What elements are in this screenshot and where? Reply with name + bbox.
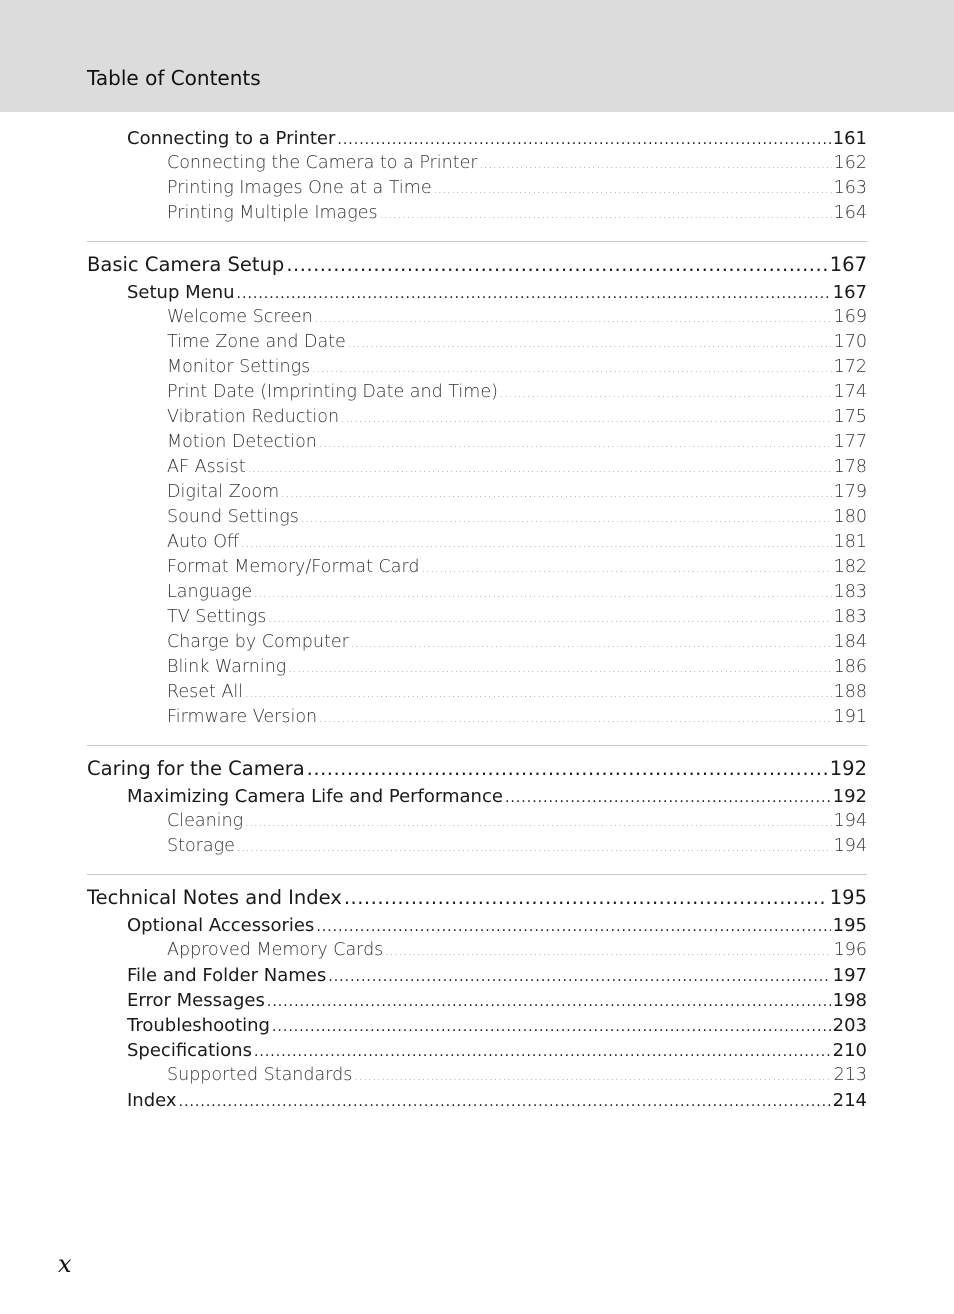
toc-entry-title: AF Assist [167,457,246,477]
dot-leader [281,481,831,506]
dot-leader [272,1015,831,1040]
dot-leader [316,915,830,940]
toc-entry-page: 182 [833,557,867,577]
toc-entry-cleaning[interactable] [87,809,867,834]
header-band [0,0,954,112]
dot-leader [380,202,832,227]
toc-entry-index[interactable] [87,1088,867,1113]
toc-entry-page: 167 [832,282,867,303]
toc-entry-error-messages[interactable] [87,988,867,1013]
toc-entry-page: 174 [833,382,867,402]
toc-entry-page: 170 [833,332,867,352]
dot-leader [241,531,832,556]
toc-entry-title: Technical Notes and Index [87,886,342,909]
toc-entry-title: Approved Memory Cards [167,940,384,960]
dot-leader [237,835,832,860]
toc-entry-print-date-imprinting-date-and-time[interactable] [87,380,867,405]
dot-leader [319,706,831,731]
toc-entry-page: 192 [832,786,867,807]
dot-leader [319,431,832,456]
toc-entry-title: Auto Off [167,532,240,552]
toc-entry-digital-zoom[interactable] [87,480,867,505]
toc-entry-title: Printing Multiple Images [167,203,378,223]
dot-leader [480,152,832,177]
dot-leader [286,250,827,280]
toc-entry-title: Printing Images One at a Time [167,178,432,198]
toc-entry-connecting-the-camera-to-a-printer[interactable] [87,151,867,176]
toc-entry-welcome-screen[interactable] [87,305,867,330]
toc-entry-page: 172 [833,357,867,377]
toc-entry-page: 175 [833,407,867,427]
toc-entry-supported-standards[interactable] [87,1063,867,1088]
section-divider [87,874,867,875]
toc-entry-firmware-version[interactable] [87,705,867,730]
toc-entry-page: 203 [832,1015,867,1036]
toc-entry-title: Specifications [127,1040,252,1061]
toc-entry-optional-accessories[interactable] [87,913,867,938]
toc-entry-page: 195 [832,915,867,936]
toc-entry-approved-memory-cards[interactable] [87,938,867,963]
toc-entry-specifications[interactable] [87,1038,867,1063]
toc-entry-page: 184 [833,632,867,652]
toc-entry-vibration-reduction[interactable] [87,405,867,430]
toc-entry-page: 186 [833,657,867,677]
toc-entry-page: 196 [833,940,867,960]
dot-leader [344,883,828,913]
toc-entry-page: 188 [833,682,867,702]
toc-entry-maximizing-camera-life-and-performance[interactable] [87,784,867,809]
toc-entry-title: Setup Menu [127,282,235,303]
toc-entry-page: 180 [833,507,867,527]
toc-entry-technical-notes-and-index[interactable] [87,883,867,913]
toc-entry-page: 194 [833,811,867,831]
section-divider [87,745,867,746]
dot-leader [268,606,831,631]
toc-entry-title: Format Memory/Format Card [167,557,420,577]
toc-entry-title: Sound Settings [167,507,299,527]
dot-leader [500,381,832,406]
toc-entry-page: 164 [833,203,867,223]
toc-entry-title: Print Date (Imprinting Date and Time) [167,382,498,402]
dot-leader [348,331,832,356]
toc-entry-af-assist[interactable] [87,455,867,480]
toc-entry-page: 198 [832,990,867,1011]
toc-entry-page: 192 [829,757,867,780]
toc-entry-page: 169 [833,307,867,327]
dot-leader [237,282,831,307]
dot-leader [312,356,831,381]
dot-leader [351,631,832,656]
toc-entry-monitor-settings[interactable] [87,355,867,380]
toc-entry-title: Troubleshooting [127,1015,270,1036]
toc-entry-tv-settings[interactable] [87,605,867,630]
toc-entry-page: 179 [833,482,867,502]
toc-entry-sound-settings[interactable] [87,505,867,530]
toc-entry-setup-menu[interactable] [87,280,867,305]
dot-leader [248,456,832,481]
toc-entry-title: Digital Zoom [167,482,280,502]
toc-entry-connecting-to-a-printer[interactable] [87,126,867,151]
page-number: x [58,1250,72,1278]
dot-leader [337,128,830,153]
toc-entry-printing-images-one-at-a-time[interactable] [87,176,867,201]
section-divider [87,241,867,242]
toc-entry-title: Maximizing Camera Life and Performance [127,786,503,807]
toc-entry-title: Blink Warning [167,657,287,677]
toc-entry-title: TV Settings [167,607,267,627]
toc-entry-basic-camera-setup[interactable] [87,250,867,280]
dot-leader [315,306,832,331]
toc-entry-time-zone-and-date[interactable] [87,330,867,355]
toc-entry-page: 195 [829,886,867,909]
toc-entry-page: 210 [832,1040,867,1061]
toc-entry-title: Charge by Computer [167,632,349,652]
dot-leader [421,556,831,581]
toc-entry-auto-off[interactable] [87,530,867,555]
dot-leader [505,786,831,811]
toc-entry-file-and-folder-names[interactable] [87,963,867,988]
toc-entry-caring-for-the-camera[interactable] [87,754,867,784]
toc-entry-page: 178 [833,457,867,477]
toc-entry-title: Error Messages [127,990,265,1011]
toc-entry-troubleshooting[interactable] [87,1013,867,1038]
toc-entry-page: 161 [832,128,867,149]
dot-leader [434,177,832,202]
dot-leader [179,1090,831,1115]
toc-entry-charge-by-computer[interactable] [87,630,867,655]
toc-entry-title: Basic Camera Setup [87,253,285,276]
toc-entry-title: Connecting the Camera to a Printer [167,153,478,173]
toc-entry-title: Index [127,1090,177,1111]
page-title: Table of Contents [87,66,261,90]
toc-entry-title: Welcome Screen [167,307,313,327]
table-of-contents [87,126,867,1113]
toc-entry-page: 183 [833,607,867,627]
toc-entry-title: Connecting to a Printer [127,128,336,149]
toc-entry-page: 183 [833,582,867,602]
toc-entry-title: Reset All [167,682,244,702]
toc-entry-title: Optional Accessories [127,915,315,936]
dot-leader [245,681,831,706]
dot-leader [267,990,831,1015]
toc-entry-title: Firmware Version [167,707,318,727]
dot-leader [341,406,832,431]
toc-entry-title: Motion Detection [167,432,317,452]
toc-entry-language[interactable] [87,580,867,605]
dot-leader [254,581,831,606]
toc-entry-motion-detection[interactable] [87,430,867,455]
toc-entry-format-memory-format-card[interactable] [87,555,867,580]
toc-entry-page: 191 [833,707,867,727]
toc-entry-page: 194 [833,836,867,856]
toc-entry-printing-multiple-images[interactable] [87,201,867,226]
toc-entry-title: File and Folder Names [127,965,327,986]
dot-leader [328,965,830,990]
toc-entry-page: 167 [829,253,867,276]
toc-entry-page: 181 [833,532,867,552]
dot-leader [301,506,832,531]
toc-entry-page: 162 [833,153,867,173]
toc-entry-page: 213 [833,1065,867,1085]
dot-leader [354,1064,831,1089]
toc-entry-title: Monitor Settings [167,357,311,377]
toc-entry-reset-all[interactable] [87,680,867,705]
toc-entry-title: Cleaning [167,811,244,831]
toc-entry-page: 163 [833,178,867,198]
dot-leader [254,1040,831,1065]
dot-leader [288,656,831,681]
dot-leader [307,754,828,784]
toc-entry-storage[interactable] [87,834,867,859]
toc-entry-page: 214 [832,1090,867,1111]
toc-entry-title: Language [167,582,253,602]
toc-entry-title: Storage [167,836,235,856]
toc-entry-title: Time Zone and Date [167,332,346,352]
toc-entry-page: 177 [833,432,867,452]
toc-entry-title: Caring for the Camera [87,757,305,780]
toc-entry-blink-warning[interactable] [87,655,867,680]
toc-entry-title: Supported Standards [167,1065,353,1085]
dot-leader [245,810,831,835]
toc-entry-title: Vibration Reduction [167,407,340,427]
toc-entry-page: 197 [832,965,867,986]
dot-leader [385,939,831,964]
